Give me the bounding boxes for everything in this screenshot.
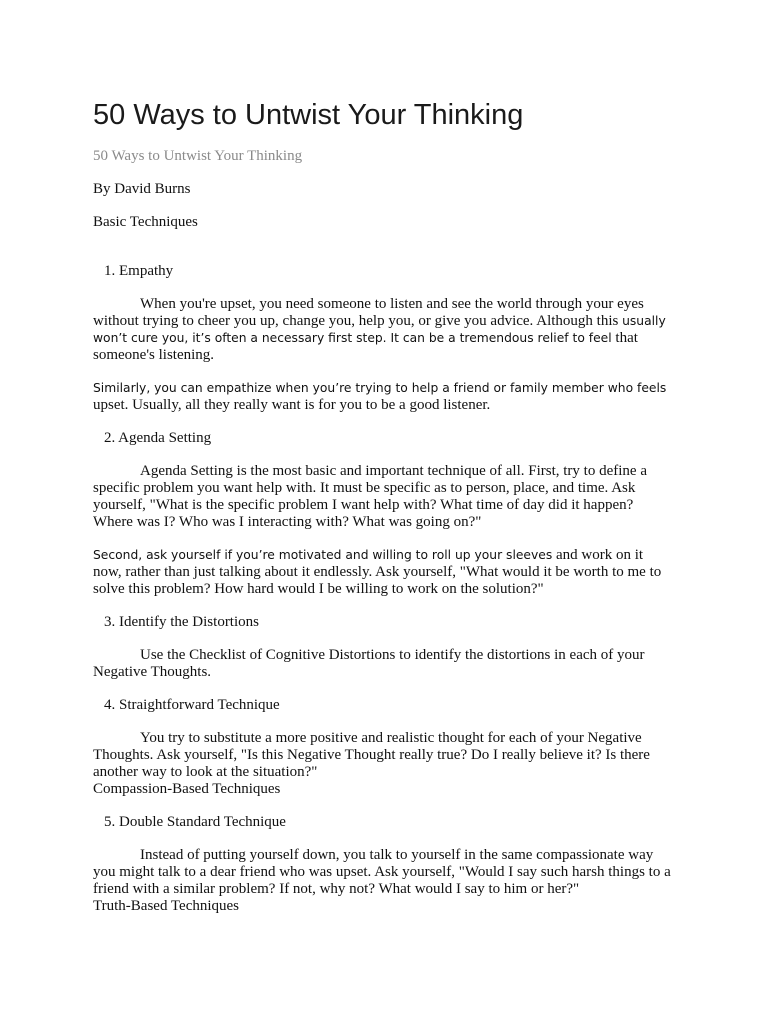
- document-subtitle: 50 Ways to Untwist Your Thinking: [93, 148, 303, 164]
- item-heading-double-standard: 5. Double Standard Technique: [104, 814, 286, 830]
- straightforward-paragraph-1: You try to substitute a more positive and realistic thought for each of your Negative Thoughts. Ask yourself, "Is this Negative Thought really true? Do I really believe it? Is there another way to look at the situation?": [93, 730, 650, 780]
- agenda-paragraph-2: [93, 547, 673, 598]
- empathy-p2-part-b: upset. Usually, all they really want is for you to be a good listener.: [93, 397, 491, 413]
- empathy-p2-part-a: Similarly, you can empathize when you’re trying to help a friend or family member who feels: [93, 381, 667, 395]
- empathy-p1-part-c: that someone's listening.: [93, 330, 638, 363]
- agenda-p2-part-a: Second, ask yourself if you’re motivated and willing to roll up your sleeves: [93, 548, 553, 562]
- item-heading-empathy: 1. Empathy: [104, 263, 174, 279]
- empathy-p1-part-b: usually won’t cure you, it’s often a necessary first step. It can be a tremendous relief to feel: [93, 314, 666, 345]
- empathy-paragraph-1: [93, 296, 673, 364]
- agenda-paragraph-1: Agenda Setting is the most basic and important technique of all. First, try to define a specific problem you want help with. It must be specific as to person, place, and time. Ask yourself, "What is the specific problem I want help with? What time of day did it happen? Where was I? Who was I interacting with? What was going on?": [93, 463, 647, 530]
- section-label-truth: Truth-Based Techniques: [93, 898, 240, 914]
- agenda-p2-part-b: and work on it now, rather than just talking about it endlessly. Ask yourself, "What would it be worth to me to solve this problem? How hard would I be willing to work on the solution?": [93, 547, 662, 597]
- empathy-paragraph-2: [93, 380, 673, 414]
- double-standard-paragraph-1: Instead of putting yourself down, you talk to yourself in the same compassionate way you might talk to a dear friend who was upset. Ask yourself, "Would I say such harsh things to a friend with a similar problem? If not, why not? What would I say to him or her?": [93, 847, 671, 897]
- empathy-p1-part-a: When you're upset, you need someone to listen and see the world through your eyes without trying to cheer you up, change you, help you, or give you advice. Although this: [93, 296, 644, 329]
- author-byline: By David Burns: [93, 181, 191, 197]
- document-page: [93, 96, 673, 915]
- document-title: 50 Ways to Untwist Your Thinking: [93, 99, 524, 131]
- section-label-basic: Basic Techniques: [93, 214, 198, 230]
- item-heading-agenda-setting: 2. Agenda Setting: [104, 430, 212, 446]
- section-label-compassion: Compassion-Based Techniques: [93, 781, 281, 797]
- item-heading-identify-distortions: 3. Identify the Distortions: [104, 614, 259, 630]
- distortions-paragraph-1: Use the Checklist of Cognitive Distortions to identify the distortions in each of your Negative Thoughts.: [93, 647, 645, 680]
- item-heading-straightforward: 4. Straightforward Technique: [104, 697, 280, 713]
